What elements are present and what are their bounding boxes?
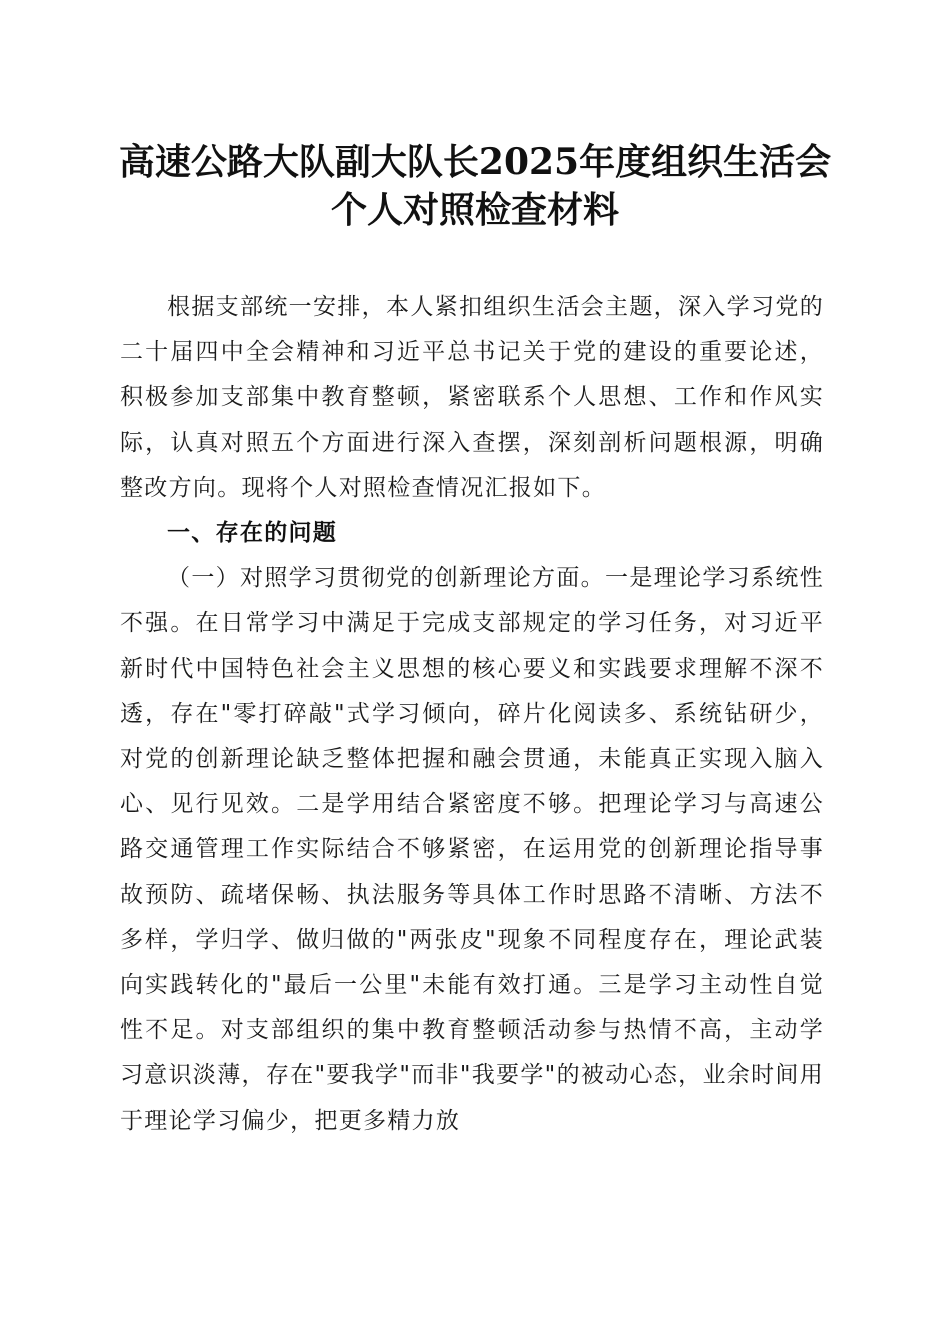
- title-line-2: 个人对照检查材料: [330, 189, 619, 231]
- title-line-1: 高速公路大队副大队长2025年度组织生活会: [118, 141, 832, 183]
- document-title: [100, 138, 850, 234]
- intro-paragraph: 根据支部统一安排，本人紧扣组织生活会主题，深入学习党的二十届四中全会精神和习近平总书记关于党的建设的重要论述，积极参加支部集中教育整顿，紧密联系个人思想、工作和作风实际，认真对照五个方面进行深入查摆，深刻剖析问题根源，明确整改方向。现将个人对照检查情况汇报如下。: [120, 294, 824, 501]
- document-body: [120, 285, 824, 1144]
- section-heading: 一、存在的问题: [167, 520, 338, 547]
- body-paragraph: （一）对照学习贯彻党的创新理论方面。一是理论学习系统性不强。在日常学习中满足于完成支部规定的学习任务，对习近平新时代中国特色社会主义思想的核心要义和实践要求理解不深不透，存在"零打碎敲"式学习倾向，碎片化阅读多、系统钻研少，对党的创新理论缺乏整体把握和融会贯通，未能真正实现入脑入心、见行见效。二是学用结合紧密度不够。把理论学习与高速公路交通管理工作实际结合不够紧密，在运用党的创新理论指导事故预防、疏堵保畅、执法服务等具体工作时思路不清晰、方法不多样，学归学、做归做的"两张皮"现象不同程度存在，理论武装向实践转化的"最后一公里"未能有效打通。三是学习主动性自觉性不足。对支部组织的集中教育整顿活动参与热情不高，主动学习意识淡薄，存在"要我学"而非"我要学"的被动心态，业余时间用于理论学习偏少，把更多精力放: [120, 565, 824, 1134]
